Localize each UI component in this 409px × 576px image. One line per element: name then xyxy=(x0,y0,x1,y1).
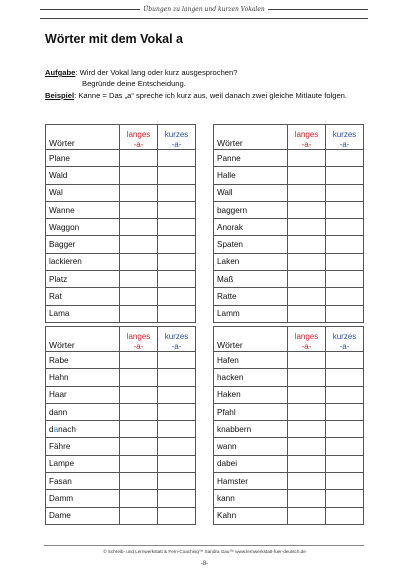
header-text: Übungen zu langen und kurzen Vokalen xyxy=(140,6,268,13)
long-a-answer-cell[interactable] xyxy=(288,403,326,420)
page-number: -8- xyxy=(200,561,209,567)
long-a-answer-cell[interactable] xyxy=(120,201,158,218)
column-header-short-a xyxy=(158,327,196,352)
column-header-words: Wörter xyxy=(46,327,120,352)
long-a-answer-cell[interactable] xyxy=(120,369,158,386)
word-cell: Hamster xyxy=(214,473,288,490)
column-header-words: Wörter xyxy=(214,327,288,352)
table-row xyxy=(214,369,364,386)
short-a-answer-cell[interactable] xyxy=(326,473,364,490)
long-vowel: -a- xyxy=(301,341,312,351)
word-cell: Pfahl xyxy=(214,403,288,420)
table-row xyxy=(214,455,364,472)
short-a-answer-cell[interactable] xyxy=(326,253,364,270)
long-a-answer-cell[interactable] xyxy=(288,369,326,386)
table-row xyxy=(46,150,196,167)
short-a-answer-cell[interactable] xyxy=(326,184,364,201)
column-header-words: Wörter xyxy=(214,125,288,150)
long-a-answer-cell[interactable] xyxy=(288,305,326,322)
column-header-words: Wörter xyxy=(46,125,120,150)
short-a-answer-cell[interactable] xyxy=(158,473,196,490)
example-label: Beispiel xyxy=(45,91,75,100)
table-row xyxy=(214,271,364,288)
table-row xyxy=(214,201,364,218)
task-line-1: : Wird der Vokal lang oder kurz ausgesprochen? xyxy=(75,68,238,77)
column-header-long-a xyxy=(288,327,326,352)
long-a-answer-cell[interactable] xyxy=(288,421,326,438)
short-a-answer-cell[interactable] xyxy=(326,150,364,167)
table-row xyxy=(46,421,196,438)
long-a-answer-cell[interactable] xyxy=(120,167,158,184)
long-label: langes xyxy=(294,130,319,139)
word-cell: Rabe xyxy=(46,352,120,369)
table-row xyxy=(214,288,364,305)
short-a-answer-cell[interactable] xyxy=(326,403,364,420)
short-a-answer-cell[interactable] xyxy=(326,271,364,288)
table-row xyxy=(214,305,364,322)
long-vowel: -a- xyxy=(301,139,312,149)
long-a-answer-cell[interactable] xyxy=(120,219,158,236)
long-a-answer-cell[interactable] xyxy=(288,253,326,270)
word-cell: dann xyxy=(46,403,120,420)
table-row xyxy=(46,386,196,403)
word-cell: Dame xyxy=(46,507,120,524)
table-row xyxy=(46,403,196,420)
table-row xyxy=(214,386,364,403)
table-row xyxy=(46,167,196,184)
word-table-1 xyxy=(45,124,196,323)
word-table-4 xyxy=(213,326,364,525)
long-a-answer-cell[interactable] xyxy=(288,490,326,507)
word-cell: Anorak xyxy=(214,219,288,236)
table-row xyxy=(214,236,364,253)
word-cell: Waggon xyxy=(46,219,120,236)
table-row xyxy=(46,473,196,490)
long-a-answer-cell[interactable] xyxy=(288,201,326,218)
table-row xyxy=(46,507,196,524)
short-a-answer-cell[interactable] xyxy=(158,507,196,524)
word-cell: Maß xyxy=(214,271,288,288)
word-cell: hacken xyxy=(214,369,288,386)
word-cell: Panne xyxy=(214,150,288,167)
long-a-answer-cell[interactable] xyxy=(120,438,158,455)
short-a-answer-cell[interactable] xyxy=(158,253,196,270)
footer-copyright: © Schreib- und Lernwerkstatt & Fern-Coaching™ Sandra Gau™ www.lernwerkstatt-fuer-deutsch.de xyxy=(103,549,306,554)
table-row xyxy=(46,253,196,270)
long-a-answer-cell[interactable] xyxy=(120,271,158,288)
short-a-answer-cell[interactable] xyxy=(158,490,196,507)
long-a-answer-cell[interactable] xyxy=(288,236,326,253)
short-a-answer-cell[interactable] xyxy=(326,167,364,184)
table-row xyxy=(214,507,364,524)
word-cell: Fähre xyxy=(46,438,120,455)
table-row xyxy=(46,271,196,288)
short-vowel: -a- xyxy=(339,341,350,351)
word-cell: Hafen xyxy=(214,352,288,369)
word-cell: Damm xyxy=(46,490,120,507)
word-cell: Lampe xyxy=(46,455,120,472)
table-row xyxy=(214,421,364,438)
column-header-short-a xyxy=(326,125,364,150)
word-cell: Rat xyxy=(46,288,120,305)
short-a-answer-cell[interactable] xyxy=(158,236,196,253)
column-header-long-a xyxy=(288,125,326,150)
word-cell: wann xyxy=(214,438,288,455)
task-line-2: Begründe deine Entscheidung. xyxy=(82,79,186,88)
table-row xyxy=(46,184,196,201)
word-cell: Platz xyxy=(46,271,120,288)
word-cell: Lamm xyxy=(214,305,288,322)
short-a-answer-cell[interactable] xyxy=(158,369,196,386)
page-title: Wörter mit dem Vokal a xyxy=(45,32,183,46)
long-a-answer-cell[interactable] xyxy=(288,473,326,490)
column-header-short-a xyxy=(326,327,364,352)
table-row xyxy=(214,490,364,507)
word-table-2 xyxy=(213,124,364,323)
word-cell: Wall xyxy=(214,184,288,201)
long-a-answer-cell[interactable] xyxy=(120,236,158,253)
table-row xyxy=(214,403,364,420)
table-row xyxy=(46,490,196,507)
word-cell: Haar xyxy=(46,386,120,403)
long-a-answer-cell[interactable] xyxy=(288,386,326,403)
word-cell: Bagger xyxy=(46,236,120,253)
short-a-answer-cell[interactable] xyxy=(158,150,196,167)
long-a-answer-cell[interactable] xyxy=(288,167,326,184)
highlighted-vowel: a xyxy=(53,424,59,434)
long-a-answer-cell[interactable] xyxy=(288,184,326,201)
table-row xyxy=(46,288,196,305)
short-a-answer-cell[interactable] xyxy=(158,403,196,420)
table-row xyxy=(46,455,196,472)
long-a-answer-cell[interactable] xyxy=(288,507,326,524)
word-cell: kann xyxy=(214,490,288,507)
long-a-answer-cell[interactable] xyxy=(120,386,158,403)
short-a-answer-cell[interactable] xyxy=(158,184,196,201)
short-label: kurzes xyxy=(164,130,189,139)
short-a-answer-cell[interactable] xyxy=(326,386,364,403)
short-a-answer-cell[interactable] xyxy=(158,288,196,305)
short-a-answer-cell[interactable] xyxy=(158,305,196,322)
short-a-answer-cell[interactable] xyxy=(326,369,364,386)
short-a-answer-cell[interactable] xyxy=(158,219,196,236)
short-a-answer-cell[interactable] xyxy=(158,386,196,403)
long-a-answer-cell[interactable] xyxy=(120,473,158,490)
short-a-answer-cell[interactable] xyxy=(326,305,364,322)
word-cell: danach xyxy=(46,421,120,438)
word-cell: Kahn xyxy=(214,507,288,524)
long-a-answer-cell[interactable] xyxy=(288,438,326,455)
long-label: langes xyxy=(294,332,319,341)
table-row xyxy=(46,305,196,322)
word-cell: Halle xyxy=(214,167,288,184)
table-row xyxy=(214,473,364,490)
short-a-answer-cell[interactable] xyxy=(326,352,364,369)
word-cell: Haken xyxy=(214,386,288,403)
table-row xyxy=(46,201,196,218)
long-a-answer-cell[interactable] xyxy=(120,455,158,472)
word-table-3 xyxy=(45,326,196,525)
short-label: kurzes xyxy=(332,130,357,139)
table-row xyxy=(214,253,364,270)
long-a-answer-cell[interactable] xyxy=(288,455,326,472)
header-rule xyxy=(40,6,368,19)
short-vowel: -a- xyxy=(171,341,182,351)
short-a-answer-cell[interactable] xyxy=(158,438,196,455)
short-label: kurzes xyxy=(332,332,357,341)
short-a-answer-cell[interactable] xyxy=(158,455,196,472)
word-cell: lackieren xyxy=(46,253,120,270)
short-a-answer-cell[interactable] xyxy=(158,352,196,369)
long-a-answer-cell[interactable] xyxy=(288,352,326,369)
long-a-answer-cell[interactable] xyxy=(120,305,158,322)
short-vowel: -a- xyxy=(339,139,350,149)
long-a-answer-cell[interactable] xyxy=(288,271,326,288)
short-vowel: -a- xyxy=(171,139,182,149)
short-a-answer-cell[interactable] xyxy=(158,167,196,184)
column-header-long-a xyxy=(120,327,158,352)
word-cell: Spaten xyxy=(214,236,288,253)
word-cell: Ratte xyxy=(214,288,288,305)
example-text: : Kanne = Das „a“ spreche ich kurz aus, weil danach zwei gleiche Mitlaute folgen. xyxy=(74,91,348,100)
table-row xyxy=(214,150,364,167)
short-a-answer-cell[interactable] xyxy=(326,201,364,218)
word-cell: Lama xyxy=(46,305,120,322)
long-a-answer-cell[interactable] xyxy=(120,490,158,507)
long-a-answer-cell[interactable] xyxy=(288,150,326,167)
column-header-long-a xyxy=(120,125,158,150)
long-a-answer-cell[interactable] xyxy=(120,184,158,201)
short-a-answer-cell[interactable] xyxy=(326,455,364,472)
short-a-answer-cell[interactable] xyxy=(158,201,196,218)
footer-rule xyxy=(44,545,364,546)
table-row xyxy=(46,236,196,253)
short-label: kurzes xyxy=(164,332,189,341)
table-row xyxy=(214,219,364,236)
long-label: langes xyxy=(126,332,151,341)
long-a-answer-cell[interactable] xyxy=(120,288,158,305)
word-cell: Wanne xyxy=(46,201,120,218)
short-a-answer-cell[interactable] xyxy=(158,421,196,438)
long-a-answer-cell[interactable] xyxy=(120,421,158,438)
short-a-answer-cell[interactable] xyxy=(326,490,364,507)
table-row xyxy=(214,167,364,184)
column-header-short-a xyxy=(158,125,196,150)
short-a-answer-cell[interactable] xyxy=(326,438,364,455)
word-cell: Laken xyxy=(214,253,288,270)
table-row xyxy=(214,438,364,455)
short-a-answer-cell[interactable] xyxy=(326,219,364,236)
word-cell: dabei xyxy=(214,455,288,472)
long-a-answer-cell[interactable] xyxy=(288,219,326,236)
long-vowel: -a- xyxy=(133,139,144,149)
long-a-answer-cell[interactable] xyxy=(120,507,158,524)
long-a-answer-cell[interactable] xyxy=(120,352,158,369)
word-cell: Hahn xyxy=(46,369,120,386)
short-a-answer-cell[interactable] xyxy=(326,507,364,524)
table-row xyxy=(46,369,196,386)
word-cell: baggern xyxy=(214,201,288,218)
table-row xyxy=(214,352,364,369)
word-cell: Wald xyxy=(46,167,120,184)
long-a-answer-cell[interactable] xyxy=(120,150,158,167)
task-instruction xyxy=(45,67,237,89)
long-a-answer-cell[interactable] xyxy=(120,403,158,420)
example-sentence xyxy=(45,91,347,100)
table-row xyxy=(46,352,196,369)
word-cell: Plane xyxy=(46,150,120,167)
short-a-answer-cell[interactable] xyxy=(326,288,364,305)
short-a-answer-cell[interactable] xyxy=(158,271,196,288)
long-label: langes xyxy=(126,130,151,139)
table-row xyxy=(214,184,364,201)
short-a-answer-cell[interactable] xyxy=(326,421,364,438)
word-cell: Fasan xyxy=(46,473,120,490)
table-row xyxy=(46,219,196,236)
word-cell: knabbern xyxy=(214,421,288,438)
long-vowel: -a- xyxy=(133,341,144,351)
long-a-answer-cell[interactable] xyxy=(120,253,158,270)
table-row xyxy=(46,438,196,455)
long-a-answer-cell[interactable] xyxy=(288,288,326,305)
task-label: Aufgabe xyxy=(45,68,76,77)
word-cell: Wal xyxy=(46,184,120,201)
short-a-answer-cell[interactable] xyxy=(326,236,364,253)
